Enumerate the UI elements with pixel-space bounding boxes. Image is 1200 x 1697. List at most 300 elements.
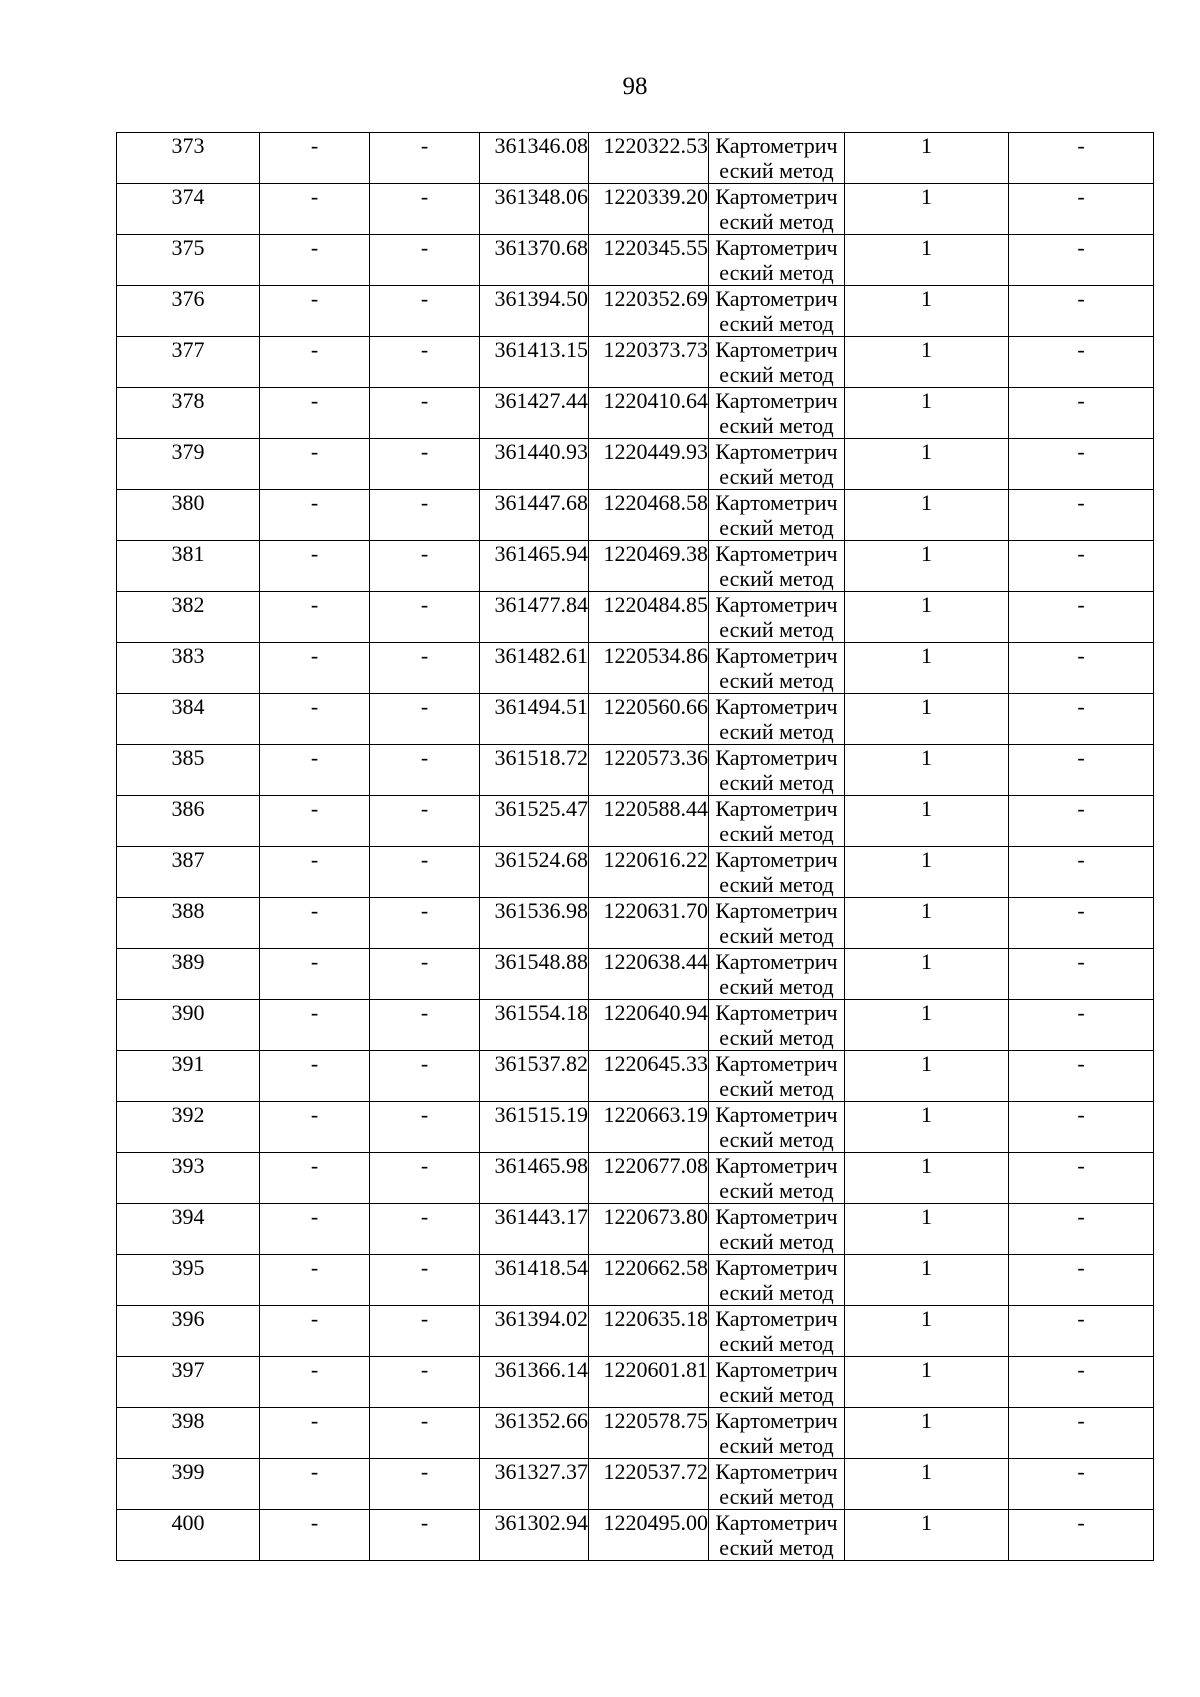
dash-cell: - [1009,286,1154,337]
dash-cell: - [370,1357,480,1408]
accuracy-cell: 1 [845,1051,1009,1102]
table-row [117,1153,1154,1204]
dash-cell: - [260,235,370,286]
accuracy-cell: 1 [845,1102,1009,1153]
point-number-cell: 374 [117,184,260,235]
dash-cell: - [1009,235,1154,286]
dash-cell: - [370,1102,480,1153]
y-coordinate-cell: 1220469.38 [589,541,709,592]
dash-cell: - [1009,643,1154,694]
point-number-cell: 389 [117,949,260,1000]
point-number-cell: 376 [117,286,260,337]
dash-cell: - [370,490,480,541]
accuracy-cell: 1 [845,133,1009,184]
method-line-1: Картометрич [715,1408,838,1433]
method-line-2: еский метод [719,260,834,285]
point-number-cell: 386 [117,796,260,847]
point-number-cell: 384 [117,694,260,745]
y-coordinate-cell: 1220560.66 [589,694,709,745]
method-line-1: Картометрич [715,592,838,617]
method-line-1: Картометрич [715,1153,838,1178]
accuracy-cell: 1 [845,388,1009,439]
point-number-cell: 378 [117,388,260,439]
method-cell [709,1306,845,1357]
method-line-1: Картометрич [715,1000,838,1025]
dash-cell: - [1009,745,1154,796]
method-line-2: еский метод [719,362,834,387]
table-row [117,1510,1154,1561]
dash-cell: - [260,847,370,898]
point-number-cell: 375 [117,235,260,286]
method-line-2: еский метод [719,413,834,438]
method-line-2: еский метод [719,209,834,234]
method-line-1: Картометрич [715,1204,838,1229]
table-row [117,643,1154,694]
method-cell [709,1459,845,1510]
dash-cell: - [260,949,370,1000]
y-coordinate-cell: 1220677.08 [589,1153,709,1204]
method-cell [709,694,845,745]
dash-cell: - [260,898,370,949]
method-line-1: Картометрич [715,388,838,413]
y-coordinate-cell: 1220484.85 [589,592,709,643]
x-coordinate-cell: 361327.37 [480,1459,589,1510]
y-coordinate-cell: 1220638.44 [589,949,709,1000]
dash-cell: - [260,1153,370,1204]
x-coordinate-cell: 361537.82 [480,1051,589,1102]
dash-cell: - [370,184,480,235]
method-line-1: Картометрич [715,1510,838,1535]
method-cell [709,133,845,184]
dash-cell: - [1009,1102,1154,1153]
method-line-2: еский метод [719,872,834,897]
x-coordinate-cell: 361366.14 [480,1357,589,1408]
x-coordinate-cell: 361346.08 [480,133,589,184]
method-line-2: еский метод [719,719,834,744]
x-coordinate-cell: 361536.98 [480,898,589,949]
accuracy-cell: 1 [845,1306,1009,1357]
x-coordinate-cell: 361302.94 [480,1510,589,1561]
dash-cell: - [1009,337,1154,388]
accuracy-cell: 1 [845,337,1009,388]
x-coordinate-cell: 361494.51 [480,694,589,745]
table-row [117,337,1154,388]
dash-cell: - [1009,439,1154,490]
dash-cell: - [1009,1051,1154,1102]
y-coordinate-cell: 1220495.00 [589,1510,709,1561]
method-line-2: еский метод [719,770,834,795]
method-line-1: Картометрич [715,1051,838,1076]
method-line-2: еский метод [719,1229,834,1254]
method-line-1: Картометрич [715,439,838,464]
dash-cell: - [370,847,480,898]
point-number-cell: 382 [117,592,260,643]
dash-cell: - [260,745,370,796]
dash-cell: - [370,1255,480,1306]
method-line-2: еский метод [719,821,834,846]
accuracy-cell: 1 [845,1204,1009,1255]
point-number-cell: 393 [117,1153,260,1204]
dash-cell: - [370,235,480,286]
x-coordinate-cell: 361525.47 [480,796,589,847]
table-row [117,847,1154,898]
dash-cell: - [1009,490,1154,541]
x-coordinate-cell: 361518.72 [480,745,589,796]
table-row [117,541,1154,592]
table-row [117,1357,1154,1408]
dash-cell: - [260,592,370,643]
method-line-2: еский метод [719,158,834,183]
point-number-cell: 379 [117,439,260,490]
method-line-1: Картометрич [715,847,838,872]
method-line-1: Картометрич [715,235,838,260]
x-coordinate-cell: 361554.18 [480,1000,589,1051]
dash-cell: - [370,592,480,643]
table-row [117,898,1154,949]
method-cell [709,949,845,1000]
accuracy-cell: 1 [845,1510,1009,1561]
dash-cell: - [260,1408,370,1459]
dash-cell: - [1009,1357,1154,1408]
accuracy-cell: 1 [845,490,1009,541]
dash-cell: - [1009,133,1154,184]
y-coordinate-cell: 1220631.70 [589,898,709,949]
dash-cell: - [1009,388,1154,439]
x-coordinate-cell: 361515.19 [480,1102,589,1153]
method-line-2: еский метод [719,311,834,336]
accuracy-cell: 1 [845,949,1009,1000]
dash-cell: - [370,796,480,847]
x-coordinate-cell: 361548.88 [480,949,589,1000]
method-line-1: Картометрич [715,541,838,566]
method-line-1: Картометрич [715,286,838,311]
point-number-cell: 392 [117,1102,260,1153]
table-row [117,286,1154,337]
table-row [117,1408,1154,1459]
method-line-1: Картометрич [715,1459,838,1484]
x-coordinate-cell: 361352.66 [480,1408,589,1459]
dash-cell: - [260,1102,370,1153]
table-row [117,796,1154,847]
method-line-2: еский метод [719,566,834,591]
y-coordinate-cell: 1220373.73 [589,337,709,388]
x-coordinate-cell: 361348.06 [480,184,589,235]
dash-cell: - [370,1459,480,1510]
x-coordinate-cell: 361427.44 [480,388,589,439]
dash-cell: - [370,1408,480,1459]
method-cell [709,337,845,388]
method-line-2: еский метод [719,1178,834,1203]
method-line-2: еский метод [719,1331,834,1356]
point-number-cell: 396 [117,1306,260,1357]
dash-cell: - [1009,847,1154,898]
method-cell [709,541,845,592]
table-row [117,1000,1154,1051]
accuracy-cell: 1 [845,694,1009,745]
dash-cell: - [370,388,480,439]
dash-cell: - [370,133,480,184]
method-cell [709,847,845,898]
dash-cell: - [260,643,370,694]
method-line-2: еский метод [719,1127,834,1152]
method-cell [709,1357,845,1408]
dash-cell: - [370,643,480,694]
y-coordinate-cell: 1220339.20 [589,184,709,235]
point-number-cell: 400 [117,1510,260,1561]
table-row [117,1051,1154,1102]
dash-cell: - [1009,1153,1154,1204]
method-line-1: Картометрич [715,694,838,719]
y-coordinate-cell: 1220673.80 [589,1204,709,1255]
point-number-cell: 394 [117,1204,260,1255]
method-line-2: еский метод [719,1433,834,1458]
x-coordinate-cell: 361440.93 [480,439,589,490]
dash-cell: - [260,1204,370,1255]
table-row [117,184,1154,235]
method-cell [709,1102,845,1153]
dash-cell: - [1009,1000,1154,1051]
point-number-cell: 387 [117,847,260,898]
method-line-1: Картометрич [715,1255,838,1280]
method-line-2: еский метод [719,1280,834,1305]
y-coordinate-cell: 1220449.93 [589,439,709,490]
dash-cell: - [370,541,480,592]
dash-cell: - [370,439,480,490]
y-coordinate-cell: 1220410.64 [589,388,709,439]
dash-cell: - [1009,1306,1154,1357]
accuracy-cell: 1 [845,745,1009,796]
dash-cell: - [260,439,370,490]
method-line-2: еский метод [719,1535,834,1560]
method-line-2: еский метод [719,1076,834,1101]
dash-cell: - [260,286,370,337]
method-line-2: еский метод [719,668,834,693]
method-cell [709,388,845,439]
y-coordinate-cell: 1220468.58 [589,490,709,541]
dash-cell: - [260,1357,370,1408]
dash-cell: - [370,1000,480,1051]
accuracy-cell: 1 [845,898,1009,949]
table-row [117,1255,1154,1306]
method-cell [709,796,845,847]
dash-cell: - [370,745,480,796]
dash-cell: - [1009,541,1154,592]
y-coordinate-cell: 1220663.19 [589,1102,709,1153]
accuracy-cell: 1 [845,184,1009,235]
dash-cell: - [370,1510,480,1561]
dash-cell: - [1009,1459,1154,1510]
method-cell [709,745,845,796]
dash-cell: - [260,1000,370,1051]
method-line-2: еский метод [719,1382,834,1407]
method-line-1: Картометрич [715,745,838,770]
table-row [117,745,1154,796]
dash-cell: - [260,796,370,847]
point-number-cell: 383 [117,643,260,694]
dash-cell: - [370,1051,480,1102]
point-number-cell: 399 [117,1459,260,1510]
accuracy-cell: 1 [845,286,1009,337]
dash-cell: - [1009,1408,1154,1459]
method-line-2: еский метод [719,923,834,948]
dash-cell: - [370,898,480,949]
table-row [117,439,1154,490]
y-coordinate-cell: 1220578.75 [589,1408,709,1459]
method-cell [709,1051,845,1102]
accuracy-cell: 1 [845,1153,1009,1204]
accuracy-cell: 1 [845,1000,1009,1051]
dash-cell: - [370,1204,480,1255]
dash-cell: - [370,286,480,337]
accuracy-cell: 1 [845,439,1009,490]
table-row [117,235,1154,286]
y-coordinate-cell: 1220345.55 [589,235,709,286]
y-coordinate-cell: 1220352.69 [589,286,709,337]
dash-cell: - [260,541,370,592]
method-line-2: еский метод [719,515,834,540]
dash-cell: - [260,388,370,439]
method-line-1: Картометрич [715,898,838,923]
dash-cell: - [260,184,370,235]
point-number-cell: 380 [117,490,260,541]
method-line-2: еский метод [719,974,834,999]
dash-cell: - [1009,1204,1154,1255]
method-line-2: еский метод [719,464,834,489]
dash-cell: - [1009,796,1154,847]
y-coordinate-cell: 1220635.18 [589,1306,709,1357]
y-coordinate-cell: 1220537.72 [589,1459,709,1510]
method-cell [709,439,845,490]
x-coordinate-cell: 361394.02 [480,1306,589,1357]
method-cell [709,898,845,949]
method-line-1: Картометрич [715,184,838,209]
accuracy-cell: 1 [845,1459,1009,1510]
method-line-1: Картометрич [715,643,838,668]
x-coordinate-cell: 361482.61 [480,643,589,694]
table-row [117,1459,1154,1510]
point-number-cell: 381 [117,541,260,592]
table-row [117,1306,1154,1357]
accuracy-cell: 1 [845,235,1009,286]
x-coordinate-cell: 361443.17 [480,1204,589,1255]
y-coordinate-cell: 1220645.33 [589,1051,709,1102]
point-number-cell: 397 [117,1357,260,1408]
point-number-cell: 388 [117,898,260,949]
dash-cell: - [260,1510,370,1561]
method-line-1: Картометрич [715,1357,838,1382]
method-line-1: Картометрич [715,949,838,974]
method-line-1: Картометрич [715,1102,838,1127]
point-number-cell: 390 [117,1000,260,1051]
dash-cell: - [1009,184,1154,235]
accuracy-cell: 1 [845,643,1009,694]
method-cell [709,184,845,235]
method-line-2: еский метод [719,1484,834,1509]
table-row [117,1204,1154,1255]
page-number: 98 [622,73,648,100]
dash-cell: - [370,694,480,745]
dash-cell: - [260,337,370,388]
method-cell [709,490,845,541]
accuracy-cell: 1 [845,796,1009,847]
method-cell [709,1204,845,1255]
method-line-1: Картометрич [715,1306,838,1331]
dash-cell: - [370,1153,480,1204]
x-coordinate-cell: 361447.68 [480,490,589,541]
method-cell [709,1255,845,1306]
dash-cell: - [370,337,480,388]
method-cell [709,1153,845,1204]
method-cell [709,592,845,643]
point-number-cell: 391 [117,1051,260,1102]
point-number-cell: 377 [117,337,260,388]
coordinates-table [116,132,1154,1561]
accuracy-cell: 1 [845,1357,1009,1408]
table-body [117,133,1154,1561]
x-coordinate-cell: 361394.50 [480,286,589,337]
accuracy-cell: 1 [845,1255,1009,1306]
dash-cell: - [1009,592,1154,643]
point-number-cell: 385 [117,745,260,796]
x-coordinate-cell: 361418.54 [480,1255,589,1306]
dash-cell: - [260,1306,370,1357]
table-row [117,490,1154,541]
dash-cell: - [260,1459,370,1510]
table-row [117,1102,1154,1153]
x-coordinate-cell: 361524.68 [480,847,589,898]
x-coordinate-cell: 361465.98 [480,1153,589,1204]
x-coordinate-cell: 361465.94 [480,541,589,592]
dash-cell: - [370,1306,480,1357]
dash-cell: - [260,1051,370,1102]
y-coordinate-cell: 1220616.22 [589,847,709,898]
method-line-1: Картометрич [715,337,838,362]
method-cell [709,1000,845,1051]
dash-cell: - [1009,694,1154,745]
y-coordinate-cell: 1220640.94 [589,1000,709,1051]
accuracy-cell: 1 [845,847,1009,898]
dash-cell: - [1009,949,1154,1000]
accuracy-cell: 1 [845,592,1009,643]
point-number-cell: 373 [117,133,260,184]
dash-cell: - [370,949,480,1000]
method-line-2: еский метод [719,617,834,642]
table-row [117,694,1154,745]
x-coordinate-cell: 361370.68 [480,235,589,286]
dash-cell: - [1009,1510,1154,1561]
method-cell [709,643,845,694]
table-row [117,388,1154,439]
method-cell [709,1510,845,1561]
accuracy-cell: 1 [845,541,1009,592]
table-row [117,592,1154,643]
dash-cell: - [260,133,370,184]
table-row [117,133,1154,184]
method-line-1: Картометрич [715,133,838,158]
method-cell [709,1408,845,1459]
y-coordinate-cell: 1220662.58 [589,1255,709,1306]
x-coordinate-cell: 361477.84 [480,592,589,643]
point-number-cell: 398 [117,1408,260,1459]
y-coordinate-cell: 1220573.36 [589,745,709,796]
dash-cell: - [1009,898,1154,949]
point-number-cell: 395 [117,1255,260,1306]
table-row [117,949,1154,1000]
y-coordinate-cell: 1220588.44 [589,796,709,847]
method-cell [709,235,845,286]
dash-cell: - [260,694,370,745]
dash-cell: - [1009,1255,1154,1306]
